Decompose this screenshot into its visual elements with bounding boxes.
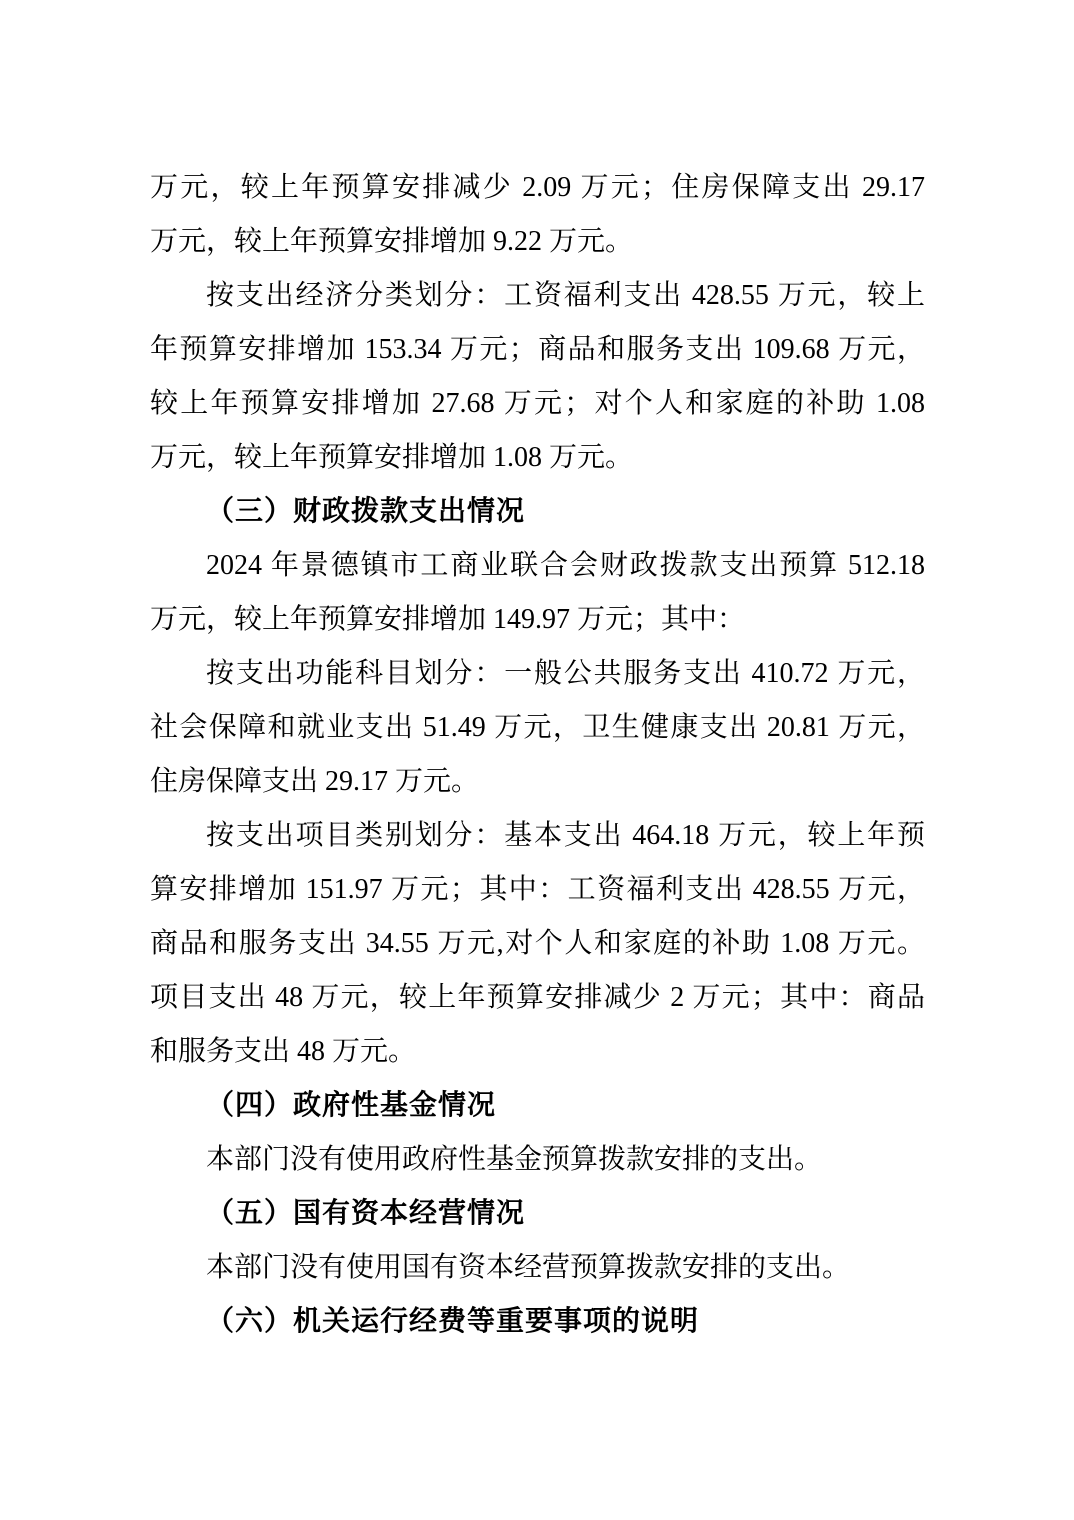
text-line: 和服务支出 48 万元。	[150, 1036, 417, 1067]
text-line: 按支出经济分类划分：工资福利支出 428.55 万元，较上	[206, 280, 925, 311]
text-line: 万元，较上年预算安排增加 9.22 万元。	[150, 226, 634, 257]
section-heading: （四）政府性基金情况	[206, 1090, 497, 1121]
text-line: 按支出项目类别划分：基本支出 464.18 万元，较上年预	[206, 820, 925, 851]
text-line: 万元，较上年预算安排减少 2.09 万元；住房保障支出 29.17	[150, 172, 925, 203]
section-heading: （三）财政拨款支出情况	[206, 496, 526, 527]
text-line: 住房保障支出 29.17 万元。	[150, 766, 480, 797]
text-line: 万元，较上年预算安排增加 149.97 万元；其中：	[150, 604, 746, 635]
text-line: 算安排增加 151.97 万元；其中：工资福利支出 428.55 万元，	[150, 874, 925, 905]
text-line: 本部门没有使用政府性基金预算拨款安排的支出。	[206, 1144, 823, 1175]
text-line: 项目支出 48 万元，较上年预算安排减少 2 万元；其中：商品	[150, 982, 925, 1013]
section-heading: （五）国有资本经营情况	[206, 1198, 526, 1229]
text-line: 商品和服务支出 34.55 万元,对个人和家庭的补助 1.08 万元。	[150, 928, 925, 959]
text-line: 年预算安排增加 153.34 万元；商品和服务支出 109.68 万元，	[150, 334, 925, 365]
text-line: 社会保障和就业支出 51.49 万元，卫生健康支出 20.81 万元，	[150, 712, 925, 743]
text-line: 2024 年景德镇市工商业联合会财政拨款支出预算 512.18	[206, 550, 925, 581]
text-line: 万元，较上年预算安排增加 1.08 万元。	[150, 442, 634, 473]
text-line: 较上年预算安排增加 27.68 万元；对个人和家庭的补助 1.08	[150, 388, 925, 419]
section-heading: （六）机关运行经费等重要事项的说明	[206, 1306, 700, 1337]
text-line: 本部门没有使用国有资本经营预算拨款安排的支出。	[206, 1252, 851, 1283]
text-line: 按支出功能科目划分：一般公共服务支出 410.72 万元，	[206, 658, 925, 689]
